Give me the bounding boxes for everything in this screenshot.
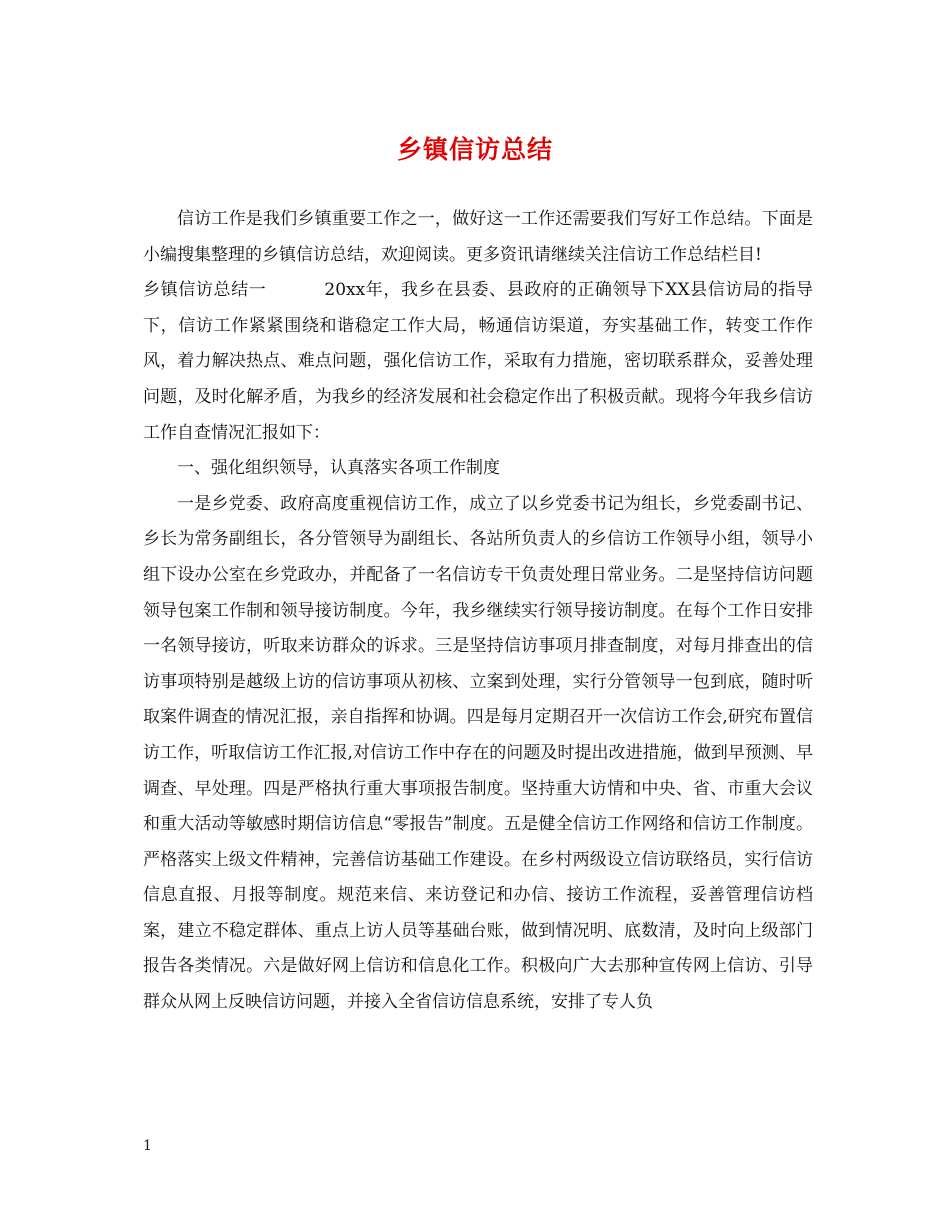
section-paragraph bbox=[143, 273, 813, 451]
intro-paragraph: 信访工作是我们乡镇重要工作之一，做好这一工作还需要我们写好工作总结。下面是小编搜集整理的乡镇信访总结，欢迎阅读。更多资讯请继续关注信访工作总结栏目! bbox=[143, 209, 813, 265]
page-number: 1 bbox=[143, 1138, 152, 1154]
section-text: 20xx年，我乡在县委、县政府的正确领导下XX县信访局的指导下，信访工作紧紧围绕和谐稳定工作大局，畅通信访渠道，夯实基础工作，转变工作作风，着力解决热点、难点问题，强化信访工作，采取有力措施，密切联系群众，妥善处理问题，及时化解矛盾，为我乡的经济发展和社会稳定作出了积极贡献。现将今年我乡信访工作自查情况汇报如下： bbox=[143, 280, 813, 443]
body-paragraph: 一是乡党委、政府高度重视信访工作，成立了以乡党委书记为组长，乡党委副书记、乡长为常务副组长，各分管领导为副组长、各站所负责人的乡信访工作领导小组，领导小组下设办公室在乡党政办，并配备了一名信访专干负责处理日常业务。二是坚持信访问题领导包案工作制和领导接访制度。今年，我乡继续实行领导接访制度。在每个工作日安排一名领导接访，听取来访群众的诉求。三是坚持信访事项月排查制度，对每月排查出的信访事项特别是越级上访的信访事项从初核、立案到处理，实行分管领导一包到底，随时听取案件调查的情况汇报，亲自指挥和协调。四是每月定期召开一次信访工作会,研究布置信访工作，听取信访工作汇报,对信访工作中存在的问题及时提出改进措施，做到早预测、早调查、早处理。四是严格执行重大事项报告制度。坚持重大访情和中央、省、市重大会议和重大活动等敏感时期信访信息“零报告”制度。五是健全信访工作网络和信访工作制度。严格落实上级文件精神，完善信访基础工作建设。在乡村两级设立信访联络员，实行信访信息直报、月报等制度。规范来信、来访登记和办信、接访工作流程，妥善管理信访档案，建立不稳定群体、重点上访人员等基础台账，做到情况明、底数清，及时向上级部门报告各类情况。六是做好网上信访和信息化工作。积极向广大去那种宣传网上信访、引导群众从网上反映信访问题，并接入全省信访信息系统，安排了专人负 bbox=[143, 493, 813, 1013]
section-label: 乡镇信访总结一 bbox=[143, 280, 267, 301]
document-body bbox=[143, 202, 813, 1021]
section-heading: 一、强化组织领导，认真落实各项工作制度 bbox=[177, 458, 500, 479]
document-title: 乡镇信访总结 bbox=[396, 135, 553, 164]
